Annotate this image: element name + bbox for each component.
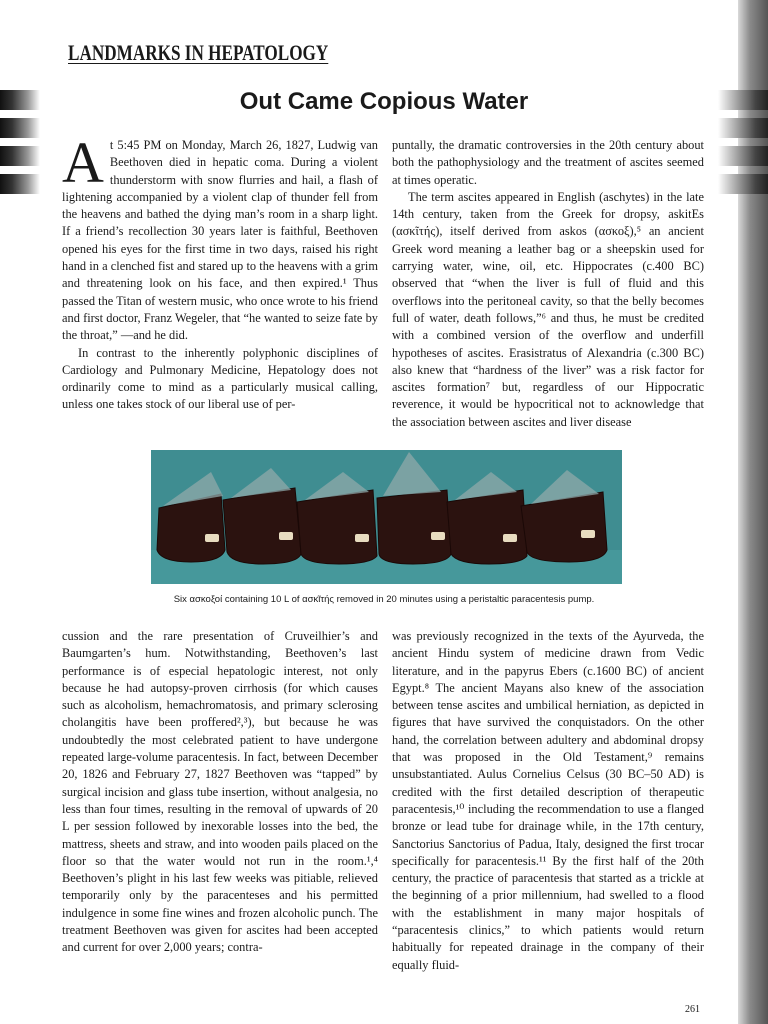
paragraph: The term ascites appeared in English (aschytes) in the late 14th century, taken from the Greek for dropsy, askitEs (ασκῖτής), itself derived from askos (ασκοξ),⁵ an ancient Greek word meaning a leather bag or a sheepskin used for carrying water, wine, oil, etc. Hippocrates (c.400 BC) observed that “when the liver is full of fluid and this overflows into the peritoneal cavity, so that the belly becomes full of water, death follows,”⁶ and thus, he must be credited with a combined version of the overflow and underfill hypotheses of ascites. Erasistratus of Alexandria (c.300 BC) also knew that “hardness of the liver” was a risk factor for ascites formation⁷ but, regardless of our Hippocratic reverence, it would be hypocritical not to acknowledge that the association between ascites and liver disease (392, 189, 704, 429)
column-1 (62, 130, 378, 414)
figure-caption: Six ασκοξοί containing 10 L of ασκῖτής removed in 20 minutes using a peristaltic paracentesis pump. (173, 594, 595, 605)
column-3 (62, 628, 378, 957)
paragraph: cussion and the rare presentation of Cruveilhier’s and Baumgarten’s hum. Notwithstanding, Beethoven’s last performance is of especial hepatologic interest, not only because he had autopsy-proven cirrhosis (for which causes such as alcoholism, hemachromatosis, and primary sclerosing cholangitis have been proffered²,³), but because he was undoubtedly the most celebrated patient to have undergone repeated large-volume paracentesis. In fact, between December 20, 1826 and February 27, 1827 Beethoven was “tapped” by surgical incision and glass tube insertion, without analgesia, no less than four times, resulting in the removal of upwards of 20 L per session followed by inexorable losses into the bed, the mattress, sheets and straw, and into wooden pails placed on the floor so that the water would not run in the room.¹,⁴ Beethoven’s plight in his last few weeks was pitiable, relieved temporarily only by the paracenteses and his permitted indulgence in some fine wines and frozen alcoholic punch. The treatment Beethoven was given for ascites had been accepted and current for over 2,000 years; contra- (62, 629, 378, 955)
section-title: LANDMARKS IN HEPATOLOGY (68, 40, 329, 65)
paragraph: In contrast to the inherently polyphonic disciplines of Cardiology and Pulmonary Medicine, Hepatology does not ordinarily come to mind as a particularly musical calling, unless one takes stock of our liberal use of per- (62, 345, 378, 412)
paragraph-text: t 5:45 PM on Monday, March 26, 1827, Ludwig van Beethoven died in hepatic coma. During a violent thunderstorm with snow flurries and hail, a flash of lightening accompanied by a violent clap of thunder fell from the heavens and bathed the dying man’s room in a sharp light. If a friend’s recollection 30 years later is faithful, Beethoven opened his eyes for the first time in two days, raised his right hand in a clenched fist and stared up to the heavens with a grim and threatening look on his face, and then expired.¹ Thus passed the Titan of western music, who once wrote to his friend and first doctor, Franz Wegeler, that “he wanted to seize fate by the throat,” —and he did. (62, 138, 378, 343)
paragraph: was previously recognized in the texts of the Ayurveda, the ancient Hindu system of medicine drawn from Vedic literature, and in the papyrus Ebers (c.1600 BC) of ancient Egypt.⁸ The ancient Mayans also knew of the association between tense ascites and umbilical herniation, as depicted in figures that have survived the conquistadors. On the other hand, the correlation between adultery and abdominal dropsy that was proposed in the Old Testament,⁹ remains unsubstantiated. Aulus Cornelius Celsus (30 BC–50 AD) is credited with the first detailed description of therapeutic paracentesis,¹⁰ including the recommendation to use a flanged bronze or lead tube for drainage while, in the 17th century, Sanctorius Sanctorius of Padua, Italy, designed the first trocar specifically for paracentesis.¹¹ By the first half of the 20th century, the practice of paracentesis that started as a trickle at the beginning of a prior millennium, had swelled to a flood with the establishment in many major hospitals of “paracentesis clinics,” to which patients would return habitually for repeated drainage in the company of their equally fluid- (392, 629, 704, 972)
dropcap: A (62, 130, 104, 195)
paragraph: puntally, the dramatic controversies in the 20th century about both the pathophysiology and the treatment of ascites seemed at times operatic. (392, 138, 704, 187)
column-2 (392, 137, 704, 431)
figure-photo (151, 450, 622, 584)
column-4 (392, 628, 704, 974)
paragraph (62, 130, 378, 345)
paracentesis-bags-image (151, 450, 622, 584)
page-number: 261 (685, 1004, 700, 1015)
article-headline: Out Came Copious Water (239, 88, 529, 115)
